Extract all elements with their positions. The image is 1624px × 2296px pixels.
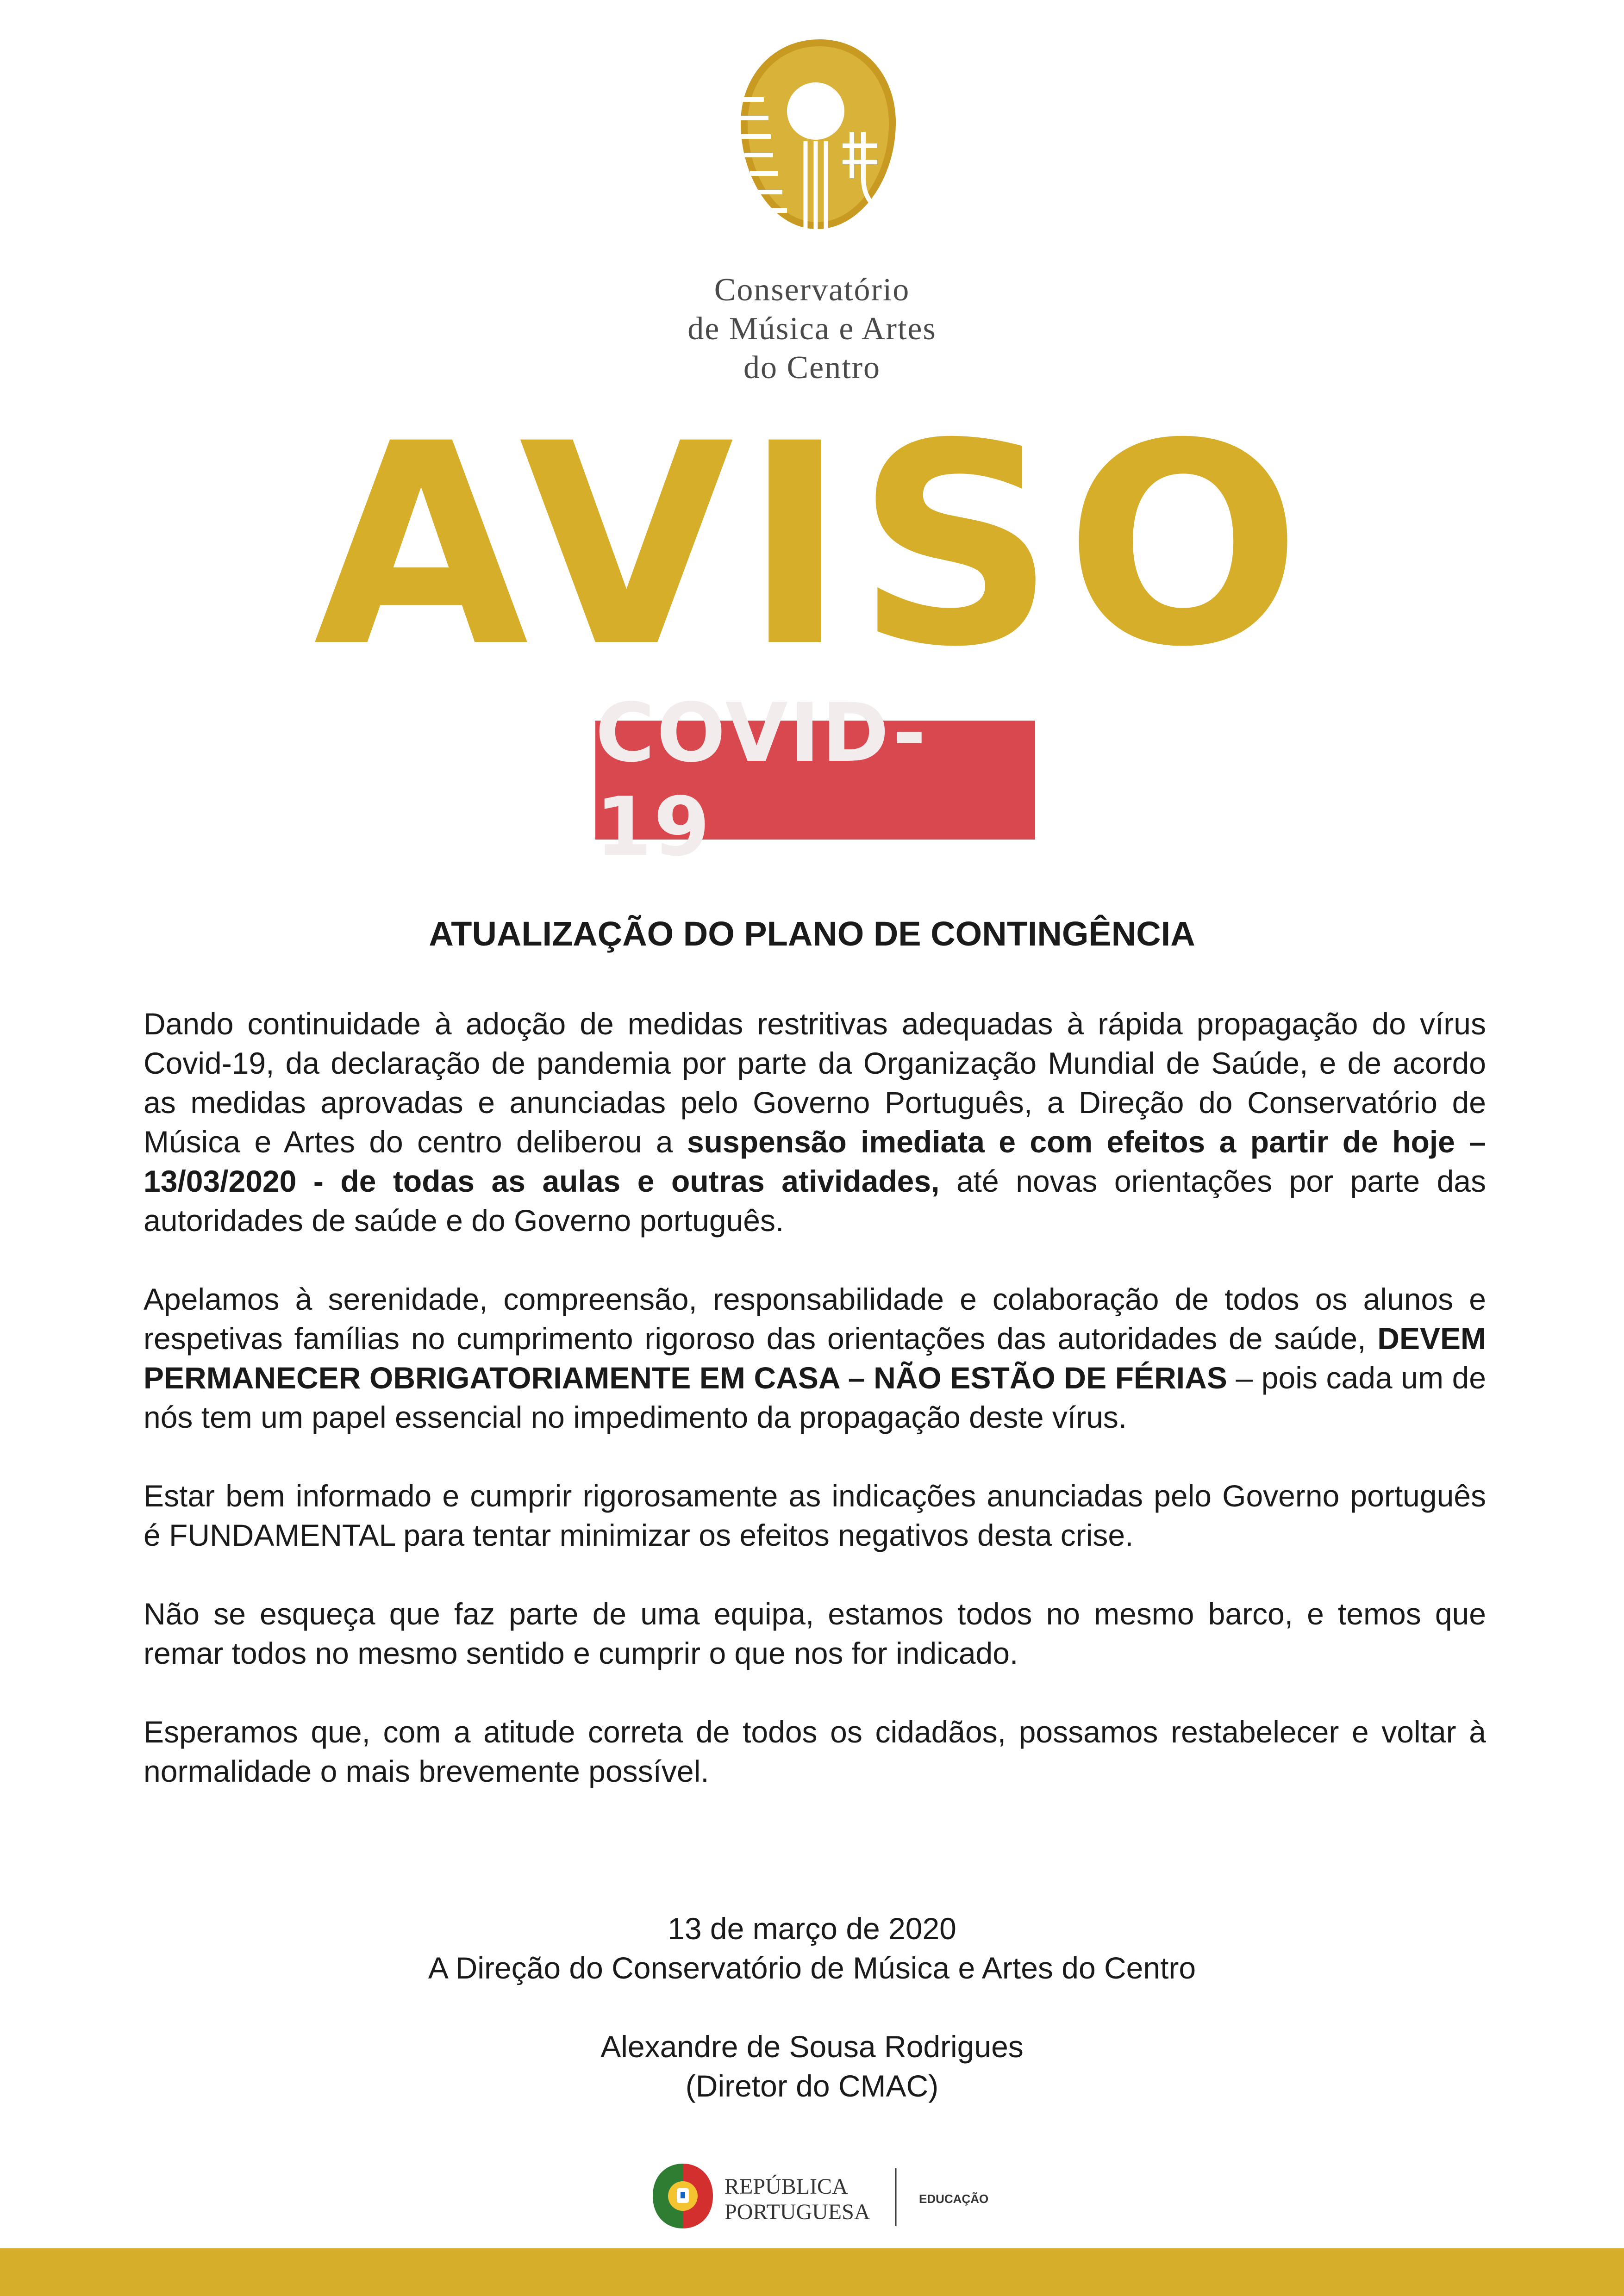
signature-block [0, 1909, 1624, 2106]
paragraph: Estar bem informado e cumprir rigorosamente as indicações anunciadas pelo Governo português é FUNDAMENTAL para tentar minimizar os efeitos negativos desta crise. [144, 1479, 1486, 1552]
institution-name [556, 271, 1068, 387]
notice-body [144, 1004, 1486, 1830]
signature-name: Alexandre de Sousa Rodrigues [600, 2029, 1024, 2064]
conservatorio-logo-icon [713, 25, 926, 257]
paragraph-text: até novas orientações por parte das autoridades de saúde e do Governo português. [144, 1164, 1486, 1238]
government-name-line: PORTUGUESA [725, 2200, 870, 2224]
portuguese-shield-icon [653, 2164, 713, 2228]
covid-badge-label: COVID-19 [595, 686, 928, 874]
signature-role: (Diretor do CMAC) [685, 2069, 939, 2103]
institution-name-line: do Centro [743, 350, 881, 386]
paragraph-emphasis: suspensão imediata e com efeitos a partir de hoje – 13/03/2020 - de todas as aulas e outras atividades, [144, 1125, 1486, 1198]
paragraph [144, 1280, 1486, 1437]
paragraph: Não se esqueça que faz parte de uma equipa, estamos todos no mesmo barco, e temos que remar todos no mesmo sentido e cumprir o que nos for indicado. [144, 1597, 1486, 1670]
signature-organization: A Direção do Conservatório de Música e Artes do Centro [428, 1951, 1196, 1985]
institution-name-line: de Música e Artes [687, 311, 937, 347]
document-heading: ATUALIZAÇÃO DO PLANO DE CONTINGÊNCIA [429, 915, 1195, 953]
government-name-line: REPÚBLICA [725, 2174, 848, 2199]
paragraph-text: – pois cada um de nós tem um papel essencial no impedimento da propagação deste vírus. [144, 1361, 1487, 1434]
covid-badge [595, 686, 1035, 874]
paragraph-text: Dando continuidade à adoção de medidas restritivas adequadas à rápida propagação do vírus Covid-19, da declaração de pandemia por parte da Organização Mundial de Saúde, e de acordo as medidas aprovadas e anunciadas pelo Governo Português, a Direção do Conservatório de Música e Artes do centro deliberou a [144, 1007, 1486, 1159]
footer-bar [0, 2248, 1624, 2296]
government-department: EDUCAÇÃO [919, 2192, 989, 2206]
institution-name-line: Conservatório [714, 272, 910, 308]
paragraph [144, 1004, 1486, 1240]
paragraph-text: Apelamos à serenidade, compreensão, responsabilidade e colaboração de todos os alunos e respetivas famílias no cumprimento rigoroso das orientações das autoridades de saúde, [144, 1282, 1486, 1356]
signature-date: 13 de março de 2020 [668, 1911, 956, 1946]
paragraph: Esperamos que, com a atitude correta de todos os cidadãos, possamos restabelecer e voltar à normalidade o mais brevemente possível. [144, 1715, 1486, 1788]
notice-title: AVISO [313, 384, 1311, 708]
government-logo [648, 2161, 1018, 2231]
paragraph-emphasis: DEVEM PERMANECER OBRIGATORIAMENTE EM CASA – NÃO ESTÃO DE FÉRIAS [144, 1321, 1486, 1395]
